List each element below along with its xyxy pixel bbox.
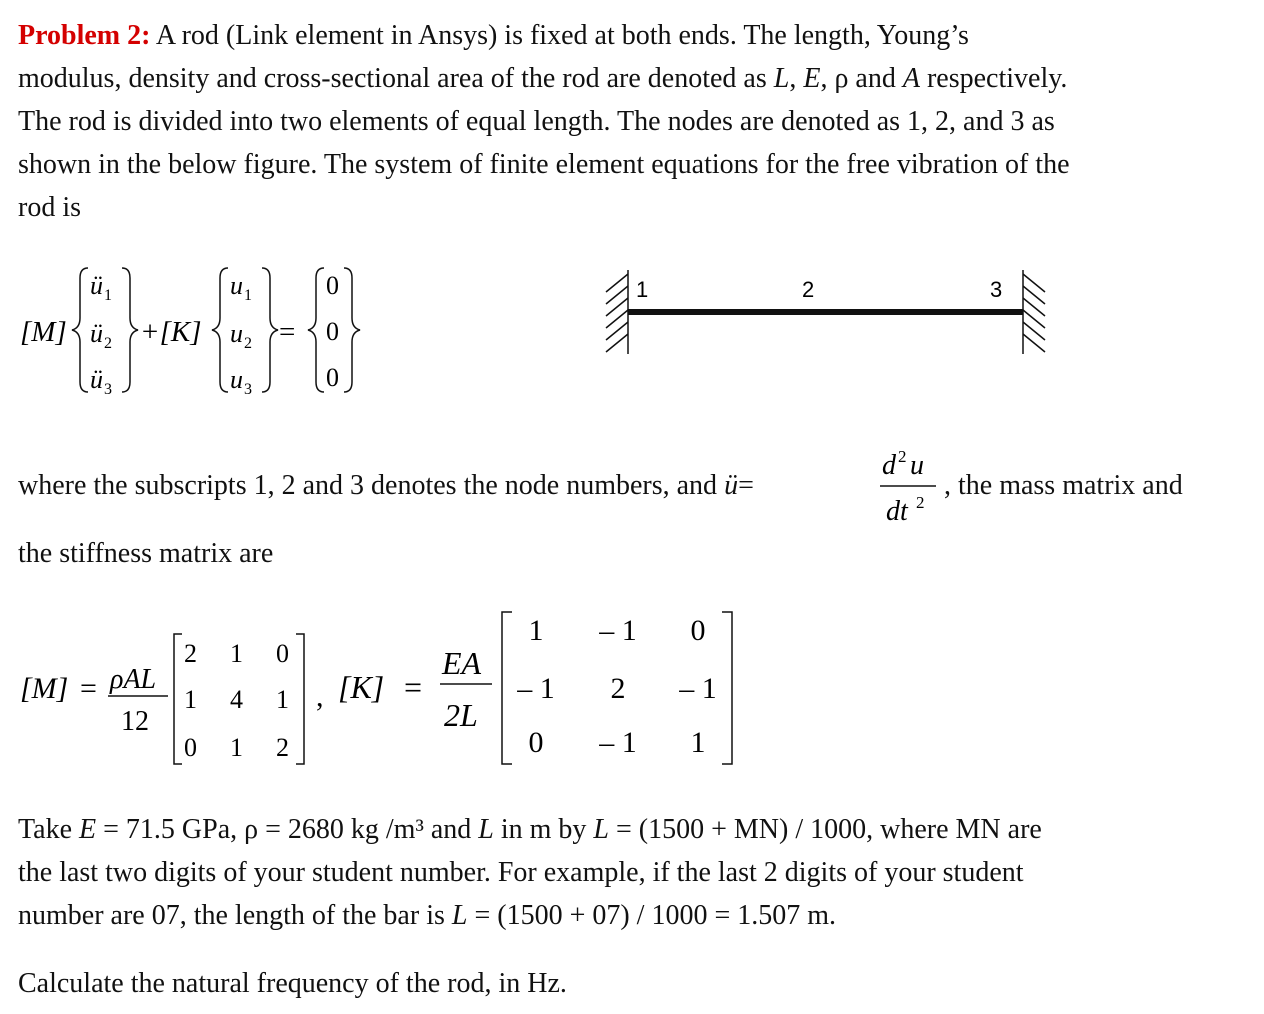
question: Calculate the natural frequency of the rod, in Hz. [18,968,567,999]
svg-text:1: 1 [276,685,289,714]
svg-text:2: 2 [104,335,112,352]
node-label-3: 3 [990,277,1003,302]
problem-line-5: rod is [18,192,81,223]
brace-disp-left [212,268,228,392]
mass-factor [108,664,168,737]
svg-text:2: 2 [276,733,289,762]
mass-bracket-right [296,634,304,764]
svg-text:d: d [882,450,896,481]
eq-equals: = [279,316,296,348]
svg-text:– 1: – 1 [517,672,555,705]
svg-text:1: 1 [244,287,252,304]
svg-text:– 1: – 1 [679,672,717,705]
brace-zero-left [308,268,324,392]
problem-label: Problem 2: [18,20,151,51]
svg-text:=: = [80,672,97,705]
where-line-2: the stiffness matrix are [18,538,274,569]
svg-text:1: 1 [230,639,243,668]
disp-vector [230,271,252,398]
stiff-bracket-right [722,612,732,764]
svg-text:EA: EA [442,645,482,681]
svg-text:1: 1 [104,287,112,304]
zero-vector [326,271,339,392]
stiff-factor [440,645,492,733]
svg-text:4: 4 [230,685,243,714]
mass-lhs [20,672,97,705]
eq-plus-K: +[K] [140,316,202,348]
svg-text:– 1: – 1 [599,726,637,759]
svg-text:1: 1 [184,685,197,714]
problem-line-2: modulus, density and cross-sectional area of the rod are denoted as L, E, ρ and A respectively. [18,63,1068,94]
svg-text:3: 3 [104,381,112,398]
mass-matrix [184,639,289,762]
svg-text:2: 2 [898,447,907,466]
fe-equation [14,258,374,408]
svg-text:0: 0 [528,726,544,759]
svg-text:ρAL: ρAL [110,664,157,695]
svg-text:1: 1 [230,733,243,762]
svg-text:u: u [230,271,243,300]
svg-text:0: 0 [184,733,197,762]
rod-figure [598,262,1058,362]
svg-text:0: 0 [326,317,339,346]
where-line-1-tail: , the mass matrix and [944,470,1183,501]
brace-accel-left [72,268,88,392]
svg-text:– 1: – 1 [599,614,637,647]
given-line-1: Take E = 71.5 GPa, ρ = 2680 kg /m³ and L in m by L = (1500 + MN) / 1000, where MN are [18,814,1042,845]
svg-text:3: 3 [244,381,252,398]
svg-text:=: = [404,669,423,705]
svg-text:u: u [230,319,243,348]
svg-text:0: 0 [326,363,339,392]
accel-vector [90,271,112,398]
svg-text:2: 2 [916,493,925,512]
svg-text:[K]: [K] [338,669,385,705]
svg-text:2L: 2L [444,697,478,733]
svg-text:ü: ü [90,271,103,300]
left-fixed-support [606,270,628,354]
svg-text:u: u [910,450,924,481]
brace-disp-right [262,268,278,392]
right-fixed-support [1023,270,1045,354]
given-data [18,808,1248,937]
brace-zero-right [344,268,360,392]
node-label-1: 1 [636,277,649,302]
problem-line-4: shown in the below figure. The system of finite element equations for the free vibration of the [18,149,1070,180]
derivative-fraction [876,446,946,530]
problem-statement [18,14,1248,229]
matrices-equation [14,600,754,780]
given-line-3: number are 07, the length of the bar is L = (1500 + 07) / 1000 = 1.507 m. [18,900,837,931]
braces [72,268,360,392]
svg-text:dt: dt [886,496,908,527]
svg-text:0: 0 [690,614,706,647]
brace-accel-right [122,268,138,392]
problem-line-3: The rod is divided into two elements of equal length. The nodes are denoted as 1, 2, and 3 as [18,106,1055,137]
matrix-comma: , [316,680,324,713]
svg-text:1: 1 [528,614,544,647]
svg-text:ü: ü [90,365,103,394]
svg-text:u: u [230,365,243,394]
svg-text:ü: ü [90,319,103,348]
stiff-bracket-left [502,612,512,764]
svg-text:[M]: [M] [20,672,69,705]
svg-text:2: 2 [244,335,252,352]
problem-line-1: Problem 2: A rod (Link element in Ansys) is fixed at both ends. The length, Young’s [18,20,969,51]
node-labels [636,277,1002,302]
eq-text-group [20,316,295,348]
svg-text:1: 1 [690,726,706,759]
mass-bracket-left [174,634,182,764]
eq-M: [M] [20,316,67,348]
node-label-2: 2 [802,277,815,302]
where-line-1: where the subscripts 1, 2 and 3 denotes the node numbers, and ü= [18,470,754,501]
stiffness-matrix [516,614,717,759]
svg-text:12: 12 [121,706,149,737]
given-line-2: the last two digits of your student number. For example, if the last 2 digits of your student [18,857,1024,888]
svg-text:2: 2 [610,672,626,705]
svg-text:2: 2 [184,639,197,668]
svg-text:0: 0 [276,639,289,668]
svg-text:0: 0 [326,271,339,300]
stiff-lhs [338,669,422,705]
